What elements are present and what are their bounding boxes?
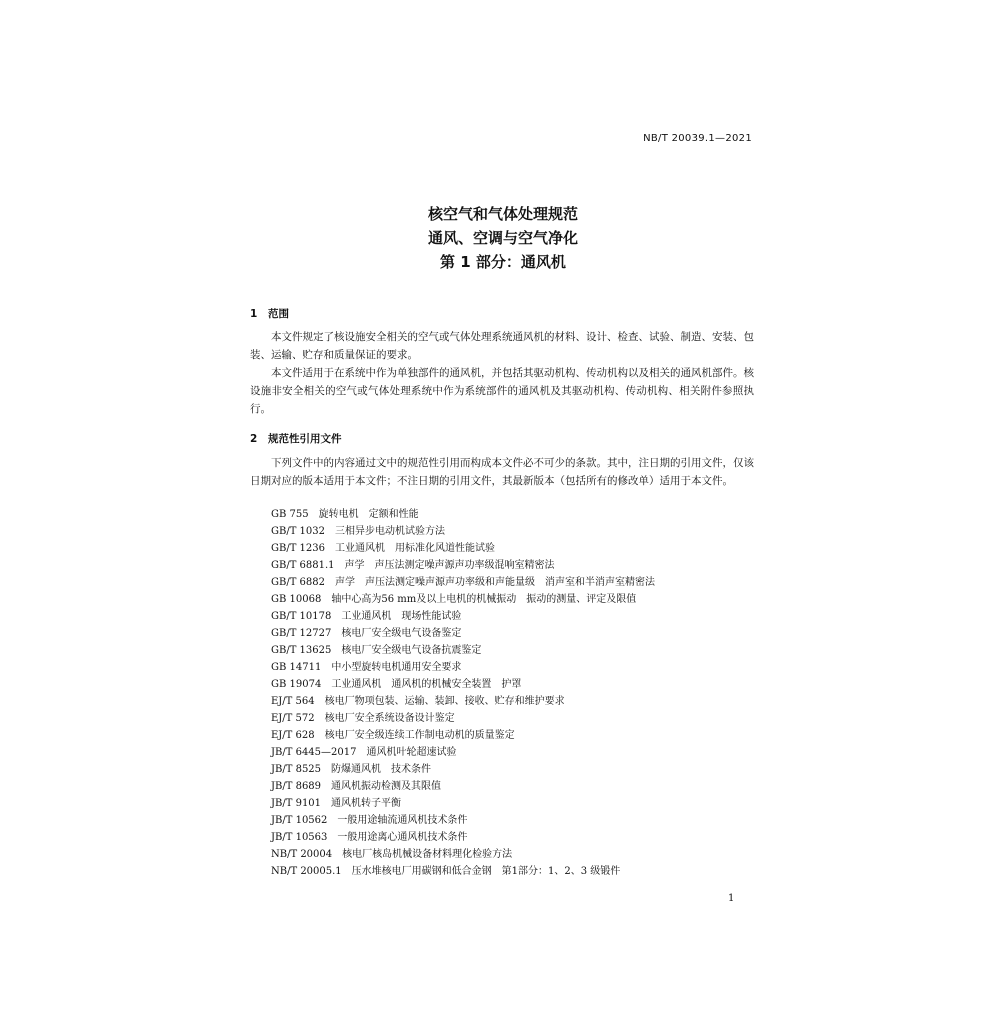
section-1-title: 范围 — [268, 308, 289, 320]
reference-code: NB/T 20004 — [271, 849, 333, 860]
reference-item — [271, 540, 761, 557]
reference-item — [271, 574, 761, 591]
reference-title: 通风机振动检测及其限值 — [331, 781, 442, 792]
reference-title: 防爆通风机 技术条件 — [331, 764, 432, 775]
reference-code: GB/T 1032 — [271, 526, 326, 537]
reference-title: 核电厂安全级电气设备鉴定 — [341, 628, 462, 639]
section-2-heading — [250, 431, 342, 446]
reference-code: GB 755 — [271, 509, 309, 520]
reference-item — [271, 795, 761, 812]
reference-title: 通风机转子平衡 — [331, 798, 402, 809]
document-title — [250, 202, 756, 274]
reference-code: NB/T 20005.1 — [271, 866, 342, 877]
reference-title: 声学 声压法测定噪声源声功率级和声能量级 消声室和半消声室精密法 — [335, 577, 656, 588]
reference-title: 一般用途离心通风机技术条件 — [337, 832, 468, 843]
reference-code: JB/T 10563 — [271, 832, 328, 843]
reference-item — [271, 557, 761, 574]
section-1-paragraph-1: 本文件规定了核设施安全相关的空气或气体处理系统通风机的材料、设计、检查、试验、制造、安装、包装、运输、贮存和质量保证的要求。 — [250, 331, 754, 361]
reference-code: GB 14711 — [271, 662, 322, 673]
page-number: 1 — [728, 893, 735, 904]
reference-code: EJ/T 572 — [271, 713, 315, 724]
reference-code: GB/T 10178 — [271, 611, 332, 622]
reference-title: 核电厂物项包装、运输、装卸、接收、贮存和维护要求 — [324, 696, 565, 707]
reference-item — [271, 642, 761, 659]
reference-code: JB/T 8689 — [271, 781, 322, 792]
reference-item — [271, 710, 761, 727]
reference-title: 工业通风机 现场性能试验 — [341, 611, 462, 622]
reference-code: EJ/T 628 — [271, 730, 315, 741]
reference-title: 中小型旋转电机通用安全要求 — [331, 662, 462, 673]
reference-item — [271, 523, 761, 540]
reference-code: GB/T 6882 — [271, 577, 326, 588]
reference-code: GB 10068 — [271, 594, 322, 605]
reference-title: 工业通风机 通风机的机械安全装置 护罩 — [331, 679, 522, 690]
reference-title: 工业通风机 用标准化风道性能试验 — [335, 543, 496, 554]
reference-title: 核电厂安全级电气设备抗震鉴定 — [341, 645, 482, 656]
section-1-heading — [250, 306, 289, 321]
reference-item — [271, 506, 761, 523]
reference-title: 通风机叶轮超速试验 — [366, 747, 457, 758]
reference-title: 轴中心高为56 mm及以上电机的机械振动 振动的测量、评定及限值 — [331, 594, 637, 605]
reference-code: GB/T 1236 — [271, 543, 326, 554]
reference-title: 一般用途轴流通风机技术条件 — [337, 815, 468, 826]
reference-item — [271, 693, 761, 710]
normative-reference-list — [271, 506, 761, 880]
reference-code: GB/T 6881.1 — [271, 560, 335, 571]
reference-code: JB/T 10562 — [271, 815, 328, 826]
document-number: NB/T 20039.1—2021 — [643, 133, 752, 144]
reference-code: JB/T 8525 — [271, 764, 322, 775]
reference-title: 三相异步电动机试验方法 — [335, 526, 446, 537]
section-1-paragraph-2: 本文件适用于在系统中作为单独部件的通风机，并包括其驱动机构、传动机构以及相关的通风机部件。核设施非安全相关的空气或气体处理系统中作为系统部件的通风机及其驱动机构、传动机构、相关附件参照执行。 — [250, 367, 754, 415]
section-2-title: 规范性引用文件 — [268, 433, 342, 445]
reference-item — [271, 625, 761, 642]
section-2-number: 2 — [250, 433, 258, 445]
title-line-3: 第 1 部分：通风机 — [440, 253, 566, 271]
reference-title: 旋转电机 定额和性能 — [318, 509, 419, 520]
section-2-paragraph: 下列文件中的内容通过文中的规范性引用而构成本文件必不可少的条款。其中，注日期的引用文件，仅该日期对应的版本适用于本文件；不注日期的引用文件，其最新版本（包括所有的修改单）适用于本文件。 — [250, 457, 754, 487]
reference-title: 核电厂安全系统设备设计鉴定 — [324, 713, 455, 724]
reference-item — [271, 659, 761, 676]
reference-item — [271, 591, 761, 608]
reference-item — [271, 608, 761, 625]
reference-code: GB 19074 — [271, 679, 322, 690]
reference-item — [271, 812, 761, 829]
title-line-2: 通风、空调与空气净化 — [427, 229, 578, 247]
reference-code: GB/T 13625 — [271, 645, 332, 656]
reference-item — [271, 727, 761, 744]
reference-item — [271, 778, 761, 795]
title-line-1: 核空气和气体处理规范 — [427, 205, 578, 223]
reference-title: 声学 声压法测定噪声源声功率级混响室精密法 — [344, 560, 555, 571]
reference-item — [271, 846, 761, 863]
reference-code: EJ/T 564 — [271, 696, 315, 707]
reference-item — [271, 676, 761, 693]
reference-title: 核电厂核岛机械设备材料理化检验方法 — [342, 849, 513, 860]
reference-code: JB/T 6445—2017 — [271, 747, 357, 758]
reference-item — [271, 761, 761, 778]
reference-code: GB/T 12727 — [271, 628, 332, 639]
reference-item — [271, 863, 761, 880]
reference-title: 核电厂安全级连续工作制电动机的质量鉴定 — [324, 730, 515, 741]
reference-code: JB/T 9101 — [271, 798, 322, 809]
reference-item — [271, 744, 761, 761]
reference-title: 压水堆核电厂用碳钢和低合金钢 第1部分：1、2、3 级锻件 — [351, 866, 621, 877]
section-1-number: 1 — [250, 308, 258, 320]
reference-item — [271, 829, 761, 846]
